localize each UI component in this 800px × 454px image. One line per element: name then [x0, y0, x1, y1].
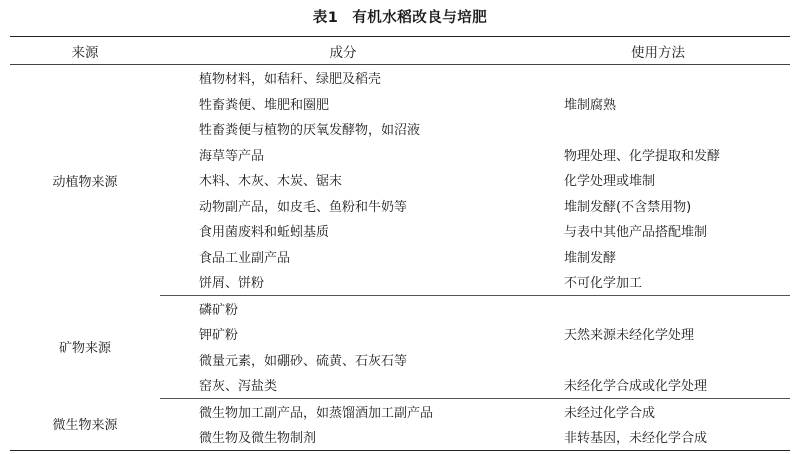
source-cell: 微生物来源: [10, 398, 160, 450]
method-cell: 未经化学合成或化学处理: [564, 379, 708, 395]
method-cell: 化学处理或堆制: [564, 174, 656, 190]
method-cell: [526, 295, 790, 321]
method-cell: 非转基因，未经化学合成: [526, 424, 790, 450]
header-component: 成分: [160, 37, 526, 65]
method-cell: 天然来源未经化学处理: [564, 328, 695, 344]
header-method: 使用方法: [526, 37, 790, 65]
method-cell: 未经过化学合成: [526, 398, 790, 424]
method-cell: 不可化学加工: [564, 276, 643, 292]
component-cell: 植物材料，如秸秆、绿肥及稻壳: [199, 72, 382, 88]
table-body: [10, 65, 790, 451]
header-row: [10, 37, 790, 65]
component-cell: 海草等产品: [199, 148, 265, 164]
method-cell: 堆制腐熟: [564, 97, 617, 113]
component-cell: 饼屑、饼粉: [199, 276, 265, 292]
component-cell: 窑灰、泻盐类: [199, 379, 278, 395]
method-cell: 堆制发酵: [564, 250, 617, 266]
table-row: [10, 295, 790, 321]
source-cell: 动植物来源: [52, 174, 118, 190]
table-row: [10, 65, 790, 91]
method-cell: 与表中其他产品搭配堆制: [564, 225, 708, 241]
component-cell: 钾矿粉: [199, 328, 239, 344]
component-cell: 微生物加工副产品，如蒸馏酒加工副产品: [160, 398, 526, 424]
component-cell: 食用菌废料和蚯蚓基质: [199, 225, 330, 241]
method-cell: [526, 116, 790, 142]
header-source: 来源: [10, 37, 160, 65]
component-cell: 磷矿粉: [160, 295, 526, 321]
component-cell: 牲畜粪便与植物的厌氧发酵物，如沼液: [199, 123, 421, 139]
component-cell: 动物副产品，如皮毛、鱼粉和牛奶等: [199, 199, 408, 215]
component-cell: 食品工业副产品: [199, 250, 291, 266]
component-cell: 微量元素，如硼砂、硫黄、石灰石等: [199, 353, 408, 369]
table-caption: [0, 6, 800, 27]
fertilizer-table: [10, 36, 790, 451]
method-cell: 物理处理、化学提取和发酵: [564, 148, 721, 164]
component-cell: 木料、木灰、木炭、锯末: [199, 174, 343, 190]
method-cell: 堆制发酵(不含禁用物): [564, 199, 692, 215]
component-cell: 牲畜粪便、堆肥和圈肥: [199, 97, 330, 113]
table-title: 有机水稻改良与培肥: [352, 10, 488, 26]
table-row: [10, 398, 790, 424]
method-cell: [526, 347, 790, 373]
method-cell: [526, 65, 790, 91]
component-cell: 微生物及微生物制剂: [160, 424, 526, 450]
source-cell: 矿物来源: [58, 341, 111, 356]
table-number: 表1: [312, 10, 339, 26]
